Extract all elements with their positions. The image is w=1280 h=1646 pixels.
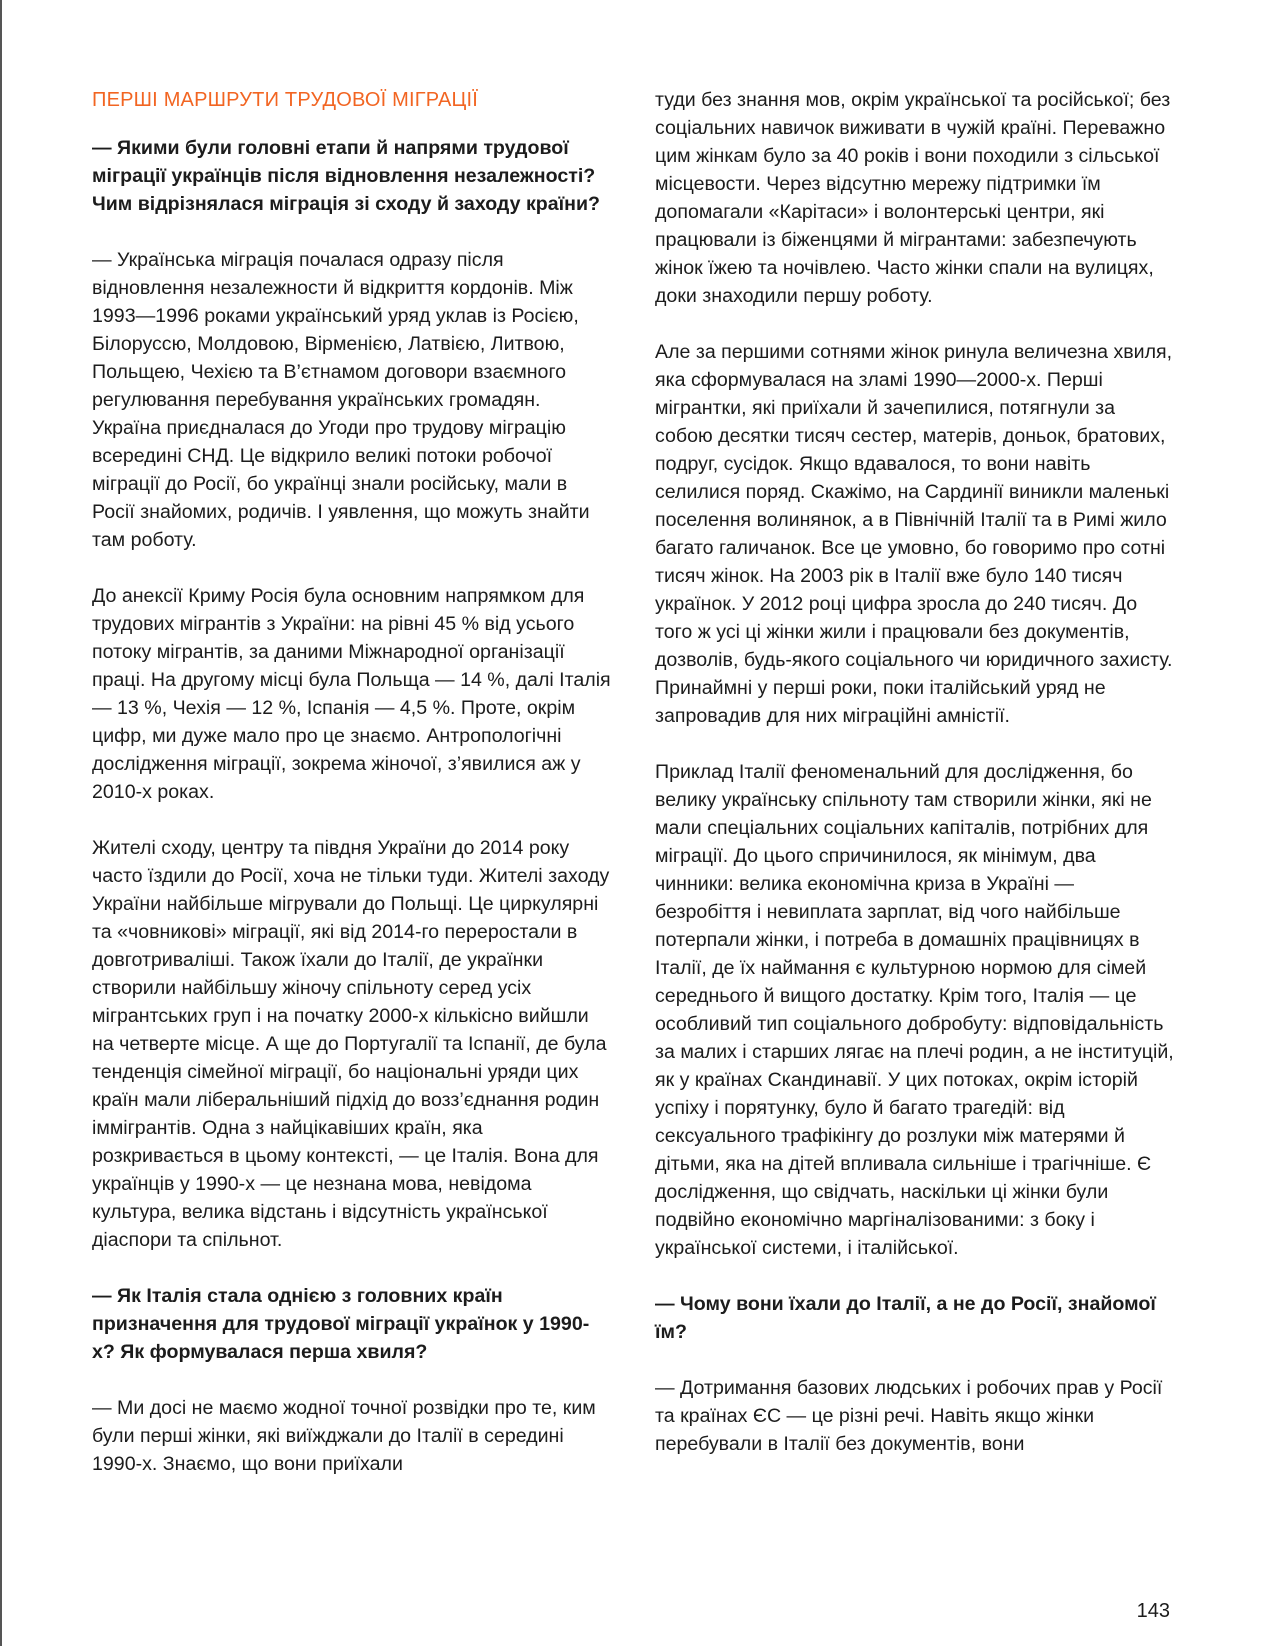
answer-paragraph-8: — Дотримання базових людських і робочих прав у Росії та країнах ЄС — це різні речі. Навіть якщо жінки перебували в Італії без документів, вони xyxy=(655,1377,1163,1455)
answer-paragraph-1: — Українська міграція почалася одразу після відновлення незалежности й відкриття кордонів. Між 1993—1996 роками український уряд уклав із Росією, Білоруссю, Молдовою, Вірменією, Латвією, Литвою, Польщею, Чехією та В’єтнамом договори взаємного регулювання перебування українських громадян. Україна приєдналася до Угоди про трудову міграцію всередині СНД. Це відкрило великі потоки робочої міграції до Росії, бо українці знали російську, мали в Росії знайомих, родичів. І уявлення, що можуть знайти там роботу. xyxy=(92,249,590,551)
interview-question-2: — Як Італія стала однією з головних країн призначення для трудової міграції українок у 1990-х? Як формувалася перша хвиля? xyxy=(92,1285,590,1363)
answer-paragraph-4: — Ми досі не маємо жодної точної розвідки про те, ким були перші жінки, які виїжджали до Італії в середині 1990-х. Знаємо, що вони приїхали xyxy=(92,1397,596,1475)
interview-question-3: — Чому вони їхали до Італії, а не до Росії, знайомої їм? xyxy=(655,1293,1156,1343)
page-edge-rule xyxy=(0,0,2,1646)
answer-paragraph-7: Приклад Італії феноменальний для дослідження, бо велику українську спільноту там створили жінки, які не мали спеціальних соціальних капіталів, потрібних для міграції. До цього спричинилося, як мінімум, два чинники: велика економічна криза в Україні — безробіття і невиплата зарплат, від чого найбільше потерпали жінки, і потреба в домашніх працівницях в Італії, де їх наймання є культурною нормою для сімей середнього й вищого достатку. Крім того, Італія — це особливий тип соціального добробуту: відповідальність за малих і старших лягає на плечі родин, а не інституцій, як у країнах Скандинавії. У цих потоках, окрім історій успіху і порятунку, було й багато трагедій: від сексуального трафікінгу до розлуки між матерями й дітьми, яка на дітей впливала сильніше і трагічніше. Є дослідження, що свідчать, наскільки ці жінки були подвійно економічно маргіналізованими: з боку і української системи, і італійської. xyxy=(655,761,1174,1259)
answer-paragraph-5: туди без знання мов, окрім української та російської; без соціальних навичок виживати в чужій країні. Переважно цим жінкам було за 40 років і вони походили з сільської місцевости. Через відсутню мережу підтримки їм допомагали «Карітаси» і волонтерські центри, які працювали із біженцями й мігрантами: забезпечують жінок їжею та ночівлею. Часто жінки спали на вулицях, доки знаходили першу роботу. xyxy=(655,89,1171,307)
left-column xyxy=(92,86,612,1478)
answer-paragraph-6: Але за першими сотнями жінок ринула величезна хвиля, яка сформувалася на зламі 1990—2000-х. Перші мігрантки, які приїхали й зачепилися, потягнули за собою десятки тисяч сестер, матерів, доньок, братових, подруг, сусідок. Якщо вдавалося, то вони навіть селилися поряд. Скажімо, на Сардинії виникли маленькі поселення волинянок, а в Північній Італії та в Римі жило багато галичанок. Все це умовно, бо говоримо про сотні тисяч жінок. На 2003 рік в Італії вже було 140 тисяч українок. У 2012 році цифра зросла до 240 тисяч. До того ж усі ці жінки жили і працювали без документів, дозволів, будь-якого соціального чи юридичного захисту. Принаймні у перші роки, поки італійський уряд не запровадив для них міграційні амністії. xyxy=(655,341,1173,727)
right-column xyxy=(655,86,1175,1458)
answer-paragraph-3: Жителі сходу, центру та півдня України до 2014 року часто їздили до Росії, хоча не тільки туди. Жителі заходу України найбільше мігрували до Польщі. Це циркулярні та «човникові» міграції, які від 2014-го переростали в довготриваліші. Також їхали до Італії, де українки створили найбільшу жіночу спільноту серед усіх мігрантських груп і на початку 2000-х кількісно вийшли на четверте місце. А ще до Португалії та Іспанії, де була тенденція сімейної міграції, бо національні уряди цих країн мали ліберальніший підхід до возз’єднання родин іммігрантів. Одна з найцікавіших країн, яка розкривається в цьому контексті, — це Італія. Вона для українців у 1990-х — це незнана мова, невідома культура, велика відстань і відсутність української діаспори та спільнот. xyxy=(92,837,610,1251)
answer-paragraph-2: До анексії Криму Росія була основним напрямком для трудових мігрантів з України: на рівні 45 % від усього потоку мігрантів, за даними Міжнародної організації праці. На другому місці була Польща — 14 %, далі Італія — 13 %, Чехія — 12 %, Іспанія — 4,5 %. Проте, окрім цифр, ми дуже мало про це знаємо. Антропологічні дослідження міграції, зокрема жіночої, з’явилися аж у 2010-х роках. xyxy=(92,585,611,803)
interview-question-1: — Якими були головні етапи й напрями трудової міграції українців після відновлення незалежності? Чим відрізнялася міграція зі сходу й заходу країни? xyxy=(92,137,600,215)
section-heading: ПЕРШІ МАРШРУТИ ТРУДОВОЇ МІГРАЦІЇ xyxy=(92,89,478,111)
page-number: 143 xyxy=(1136,1600,1170,1622)
